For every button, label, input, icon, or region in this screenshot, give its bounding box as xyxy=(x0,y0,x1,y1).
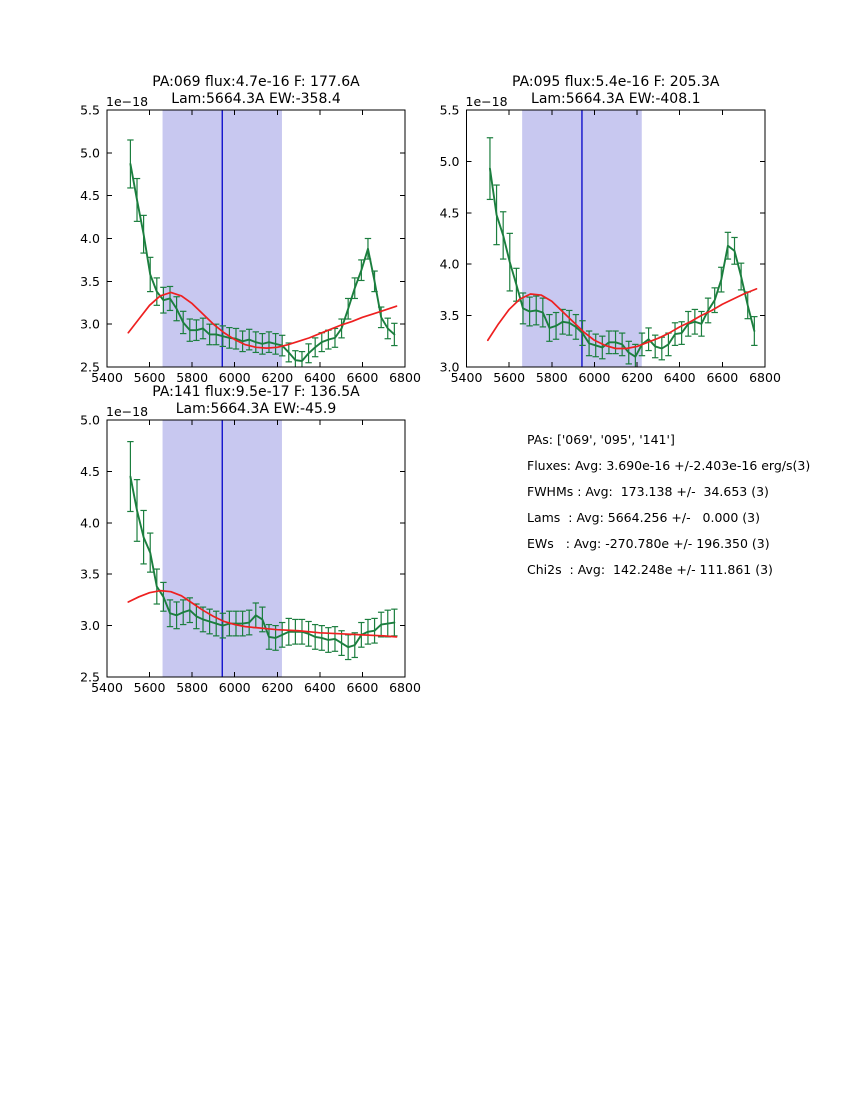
x-tick-label: 6000 xyxy=(218,370,251,385)
stats-block xyxy=(527,432,810,588)
plot-title-line2: Lam:5664.3A EW:-45.9 xyxy=(175,401,337,417)
y-tick-label: 4.0 xyxy=(80,231,100,246)
x-tick-label: 5800 xyxy=(176,680,209,695)
y-tick-label: 4.0 xyxy=(439,256,460,272)
x-tick-label: 6000 xyxy=(218,680,251,695)
stats-line-chi2s: Chi2s : Avg: 142.248e +/- 111.861 (3) xyxy=(527,562,773,577)
y-tick-label: 5.0 xyxy=(80,412,100,428)
x-tick-label: 6800 xyxy=(389,680,421,695)
y-tick-label: 3.5 xyxy=(439,308,460,324)
x-tick-label: 5400 xyxy=(91,680,123,695)
y-tick-label: 3.0 xyxy=(80,316,100,332)
y-tick-label: 3.0 xyxy=(439,359,460,375)
x-tick-label: 6200 xyxy=(621,370,653,385)
y-offset-label: 1e−18 xyxy=(106,94,149,109)
y-tick-label: 5.5 xyxy=(80,102,100,118)
stats-line-fluxes: Fluxes: Avg: 3.690e-16 +/-2.403e-16 erg/s(3) xyxy=(527,458,811,473)
x-tick-label: 5800 xyxy=(535,370,568,385)
y-tick-label: 2.5 xyxy=(80,359,100,375)
y-tick-label: 2.5 xyxy=(80,669,100,685)
plot-pa095 xyxy=(440,74,781,385)
x-tick-label: 6400 xyxy=(303,370,336,385)
plot-pa069 xyxy=(80,74,421,385)
x-tick-label: 5600 xyxy=(133,370,166,385)
y-tick-label: 4.5 xyxy=(80,463,100,479)
x-tick-label: 6600 xyxy=(346,680,379,695)
x-tick-label: 6600 xyxy=(346,370,379,385)
y-tick-label: 5.0 xyxy=(80,145,100,161)
x-tick-label: 5600 xyxy=(133,680,166,695)
x-tick-label: 6600 xyxy=(706,370,739,385)
x-tick-label: 5800 xyxy=(176,370,209,385)
plot-title-line1: PA:069 flux:4.7e-16 F: 177.6A xyxy=(152,74,360,90)
plot-title-line2: Lam:5664.3A EW:-408.1 xyxy=(531,91,701,107)
stats-line-pas: PAs: ['069', '095', '141'] xyxy=(527,432,675,447)
stats-line-fwhms: FWHMs : Avg: 173.138 +/- 34.653 (3) xyxy=(527,484,769,499)
x-tick-label: 5400 xyxy=(91,370,123,385)
plot-title-line2: Lam:5664.3A EW:-358.4 xyxy=(171,91,341,107)
stats-line-ews: EWs : Avg: -270.780e +/- 196.350 (3) xyxy=(527,536,770,551)
stats-line-lams: Lams : Avg: 5664.256 +/- 0.000 (3) xyxy=(527,510,760,525)
y-offset-label: 1e−18 xyxy=(106,404,149,419)
y-tick-label: 4.5 xyxy=(439,205,460,221)
x-tick-label: 6800 xyxy=(389,370,421,385)
y-tick-label: 5.5 xyxy=(439,102,460,118)
y-tick-label: 3.5 xyxy=(80,273,100,289)
x-tick-label: 6400 xyxy=(663,370,696,385)
plot-pa141 xyxy=(80,384,421,695)
y-tick-label: 3.5 xyxy=(80,566,100,582)
y-tick-label: 3.0 xyxy=(80,618,100,634)
y-tick-label: 5.0 xyxy=(439,153,460,169)
x-tick-label: 5400 xyxy=(450,370,483,385)
x-tick-label: 6400 xyxy=(303,680,336,695)
y-tick-label: 4.5 xyxy=(80,188,100,204)
x-tick-label: 6800 xyxy=(749,370,781,385)
plot-title-line1: PA:141 flux:9.5e-17 F: 136.5A xyxy=(152,384,360,400)
y-offset-label: 1e−18 xyxy=(465,94,508,109)
plot-title-line1: PA:095 flux:5.4e-16 F: 205.3A xyxy=(512,74,720,90)
x-tick-label: 6200 xyxy=(261,680,294,695)
x-tick-label: 6200 xyxy=(261,370,294,385)
x-tick-label: 5600 xyxy=(493,370,526,385)
y-tick-label: 4.0 xyxy=(80,515,100,531)
x-tick-label: 6000 xyxy=(578,370,611,385)
